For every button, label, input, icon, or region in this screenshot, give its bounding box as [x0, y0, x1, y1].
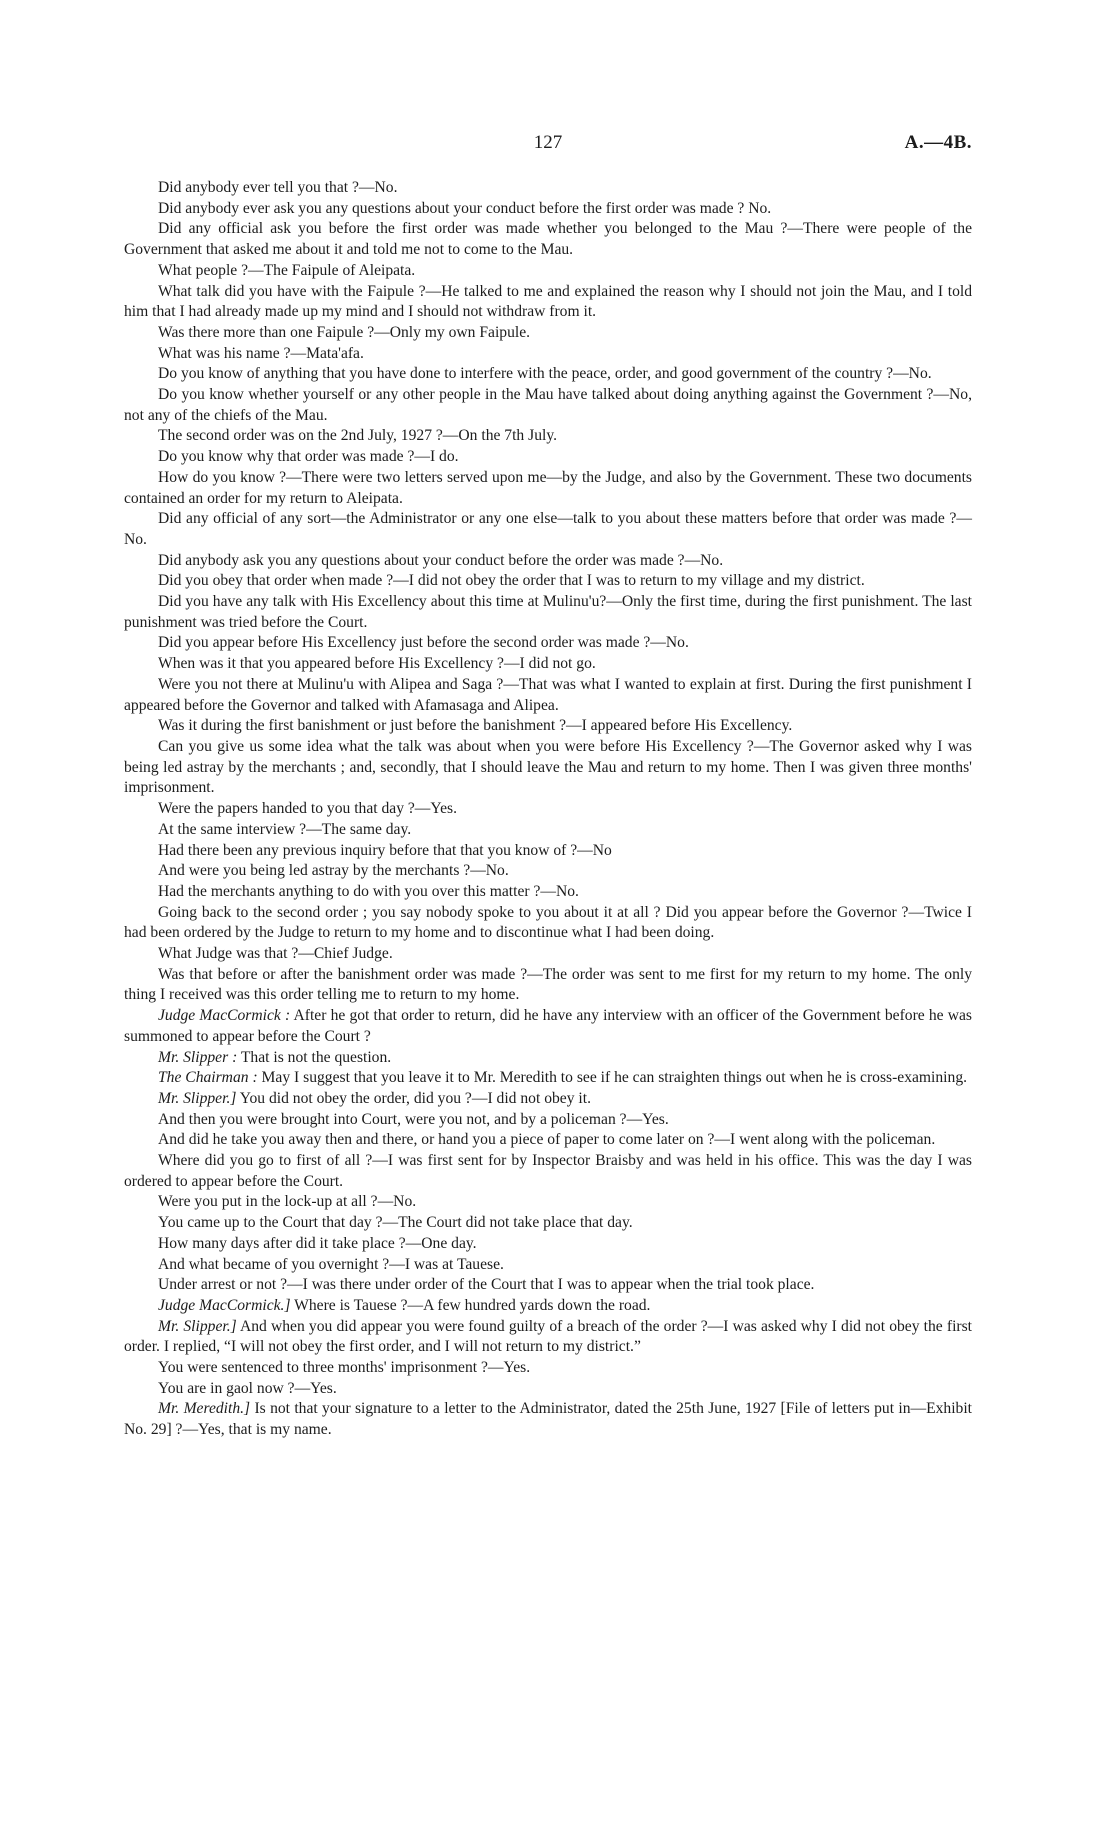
transcript-paragraph	[124, 1068, 972, 1089]
paragraph-text: When was it that you appeared before His Excellency ?—I did not go.	[158, 655, 596, 673]
paragraph-text: Was there more than one Faipule ?—Only my own Faipule.	[158, 323, 531, 341]
transcript-paragraph	[124, 654, 972, 675]
paragraph-text: Were you not there at Mulinu'u with Alipea and Saga ?—That was what I wanted to explain at first. During the first punishment I appeared before the Governor and talked with Afamasaga and Alipea.	[124, 675, 972, 714]
paragraph-text: You are in gaol now ?—Yes.	[158, 1379, 337, 1397]
transcript-paragraph	[124, 344, 972, 365]
speaker-name: Mr. Slipper.]	[158, 1317, 237, 1335]
paragraph-text: Did you appear before His Excellency just before the second order was made ?—No.	[158, 634, 689, 652]
transcript-paragraph	[124, 633, 972, 654]
transcript-paragraph	[124, 1006, 972, 1047]
paragraph-text: Were you put in the lock-up at all ?—No.	[158, 1193, 417, 1211]
transcript-paragraph	[124, 716, 972, 737]
transcript-paragraph	[124, 675, 972, 716]
transcript-paragraph	[124, 1317, 972, 1358]
transcript-paragraph	[124, 468, 972, 509]
paragraph-text: Had the merchants anything to do with you over this matter ?—No.	[158, 882, 579, 900]
page-number: 127	[533, 132, 563, 153]
transcript-paragraph	[124, 1399, 972, 1440]
transcript-paragraph	[124, 737, 972, 799]
transcript-paragraph	[124, 509, 972, 550]
transcript-paragraph	[124, 1255, 972, 1276]
speaker-name: Judge MacCormick :	[158, 1007, 291, 1025]
paragraph-text: Can you give us some idea what the talk was about when you were before His Excellency ?—The Governor asked why I was being led astray by the merchants ; and, secondly, that I should leave the Mau and return to my home. Then I was given three months' imprisonment.	[124, 737, 972, 797]
transcript-paragraph	[124, 323, 972, 344]
paragraph-text: Were the papers handed to you that day ?—Yes.	[158, 800, 457, 818]
paragraph-text: What was his name ?—Mata'afa.	[158, 344, 364, 362]
paragraph-text: Was that before or after the banishment order was made ?—The order was sent to me first for my return to my home. The only thing I received was this order telling me to return to my home.	[124, 965, 972, 1004]
paragraph-text: Did anybody ever ask you any questions about your conduct before the first order was made ? No.	[158, 199, 772, 217]
transcript-paragraph	[124, 1275, 972, 1296]
document-reference: A.—4B.	[904, 132, 972, 153]
paragraph-text: That is not the question.	[240, 1048, 392, 1066]
paragraph-text: And were you being led astray by the merchants ?—No.	[158, 862, 509, 880]
transcript-paragraph	[124, 944, 972, 965]
transcript-paragraph	[124, 1089, 972, 1110]
paragraph-text: And when you did appear you were found guilty of a breach of the order ?—I was asked why I did not obey the first order. I replied, “I will not obey the first order, and I will not return to my district.”	[124, 1317, 972, 1356]
transcript-paragraph	[124, 882, 972, 903]
speaker-name: Mr. Slipper :	[158, 1048, 238, 1066]
paragraph-text: How many days after did it take place ?—One day.	[158, 1234, 477, 1252]
transcript-paragraph	[124, 199, 972, 220]
paragraph-text: What talk did you have with the Faipule ?—He talked to me and explained the reason why I should not join the Mau, and I told him that I had already made up my mind and I should not withdraw from it.	[124, 282, 972, 321]
paragraph-text: Did any official ask you before the first order was made whether you belonged to the Mau ?—There were people of the Government that asked me about it and told me not to come to the Mau.	[124, 220, 972, 259]
speaker-name: Mr. Slipper.]	[158, 1089, 237, 1107]
transcript-paragraph	[124, 426, 972, 447]
transcript-paragraph	[124, 1213, 972, 1234]
transcript-paragraph	[124, 261, 972, 282]
paragraph-text: Did anybody ever tell you that ?—No.	[158, 179, 398, 196]
speaker-name: The Chairman :	[158, 1069, 258, 1087]
transcript-paragraph	[124, 551, 972, 572]
paragraph-text: And what became of you overnight ?—I was at Tauese.	[158, 1255, 504, 1273]
paragraph-text: What people ?—The Faipule of Aleipata.	[158, 261, 416, 279]
transcript-paragraph	[124, 1192, 972, 1213]
transcript-paragraph	[124, 592, 972, 633]
transcript-paragraph	[124, 1110, 972, 1131]
paragraph-text: At the same interview ?—The same day.	[158, 820, 412, 838]
paragraph-text: Was it during the first banishment or just before the banishment ?—I appeared before His Excellency.	[158, 717, 793, 735]
paragraph-text: Going back to the second order ; you say nobody spoke to you about it at all ? Did you appear before the Governor ?—Twice I had been ordered by the Judge to return to my home and to discontinue what I had been doing.	[124, 903, 972, 942]
transcript-paragraph	[124, 1234, 972, 1255]
paragraph-text: The second order was on the 2nd July, 1927 ?—On the 7th July.	[158, 427, 558, 445]
paragraph-text: Do you know of anything that you have done to interfere with the peace, order, and good government of the country ?—No.	[158, 365, 932, 383]
paragraph-text: After he got that order to return, did he have any interview with an officer of the Government before he was summoned to appear before the Court ?	[124, 1007, 972, 1045]
transcript-paragraph	[124, 1130, 972, 1151]
paragraph-text: Did you have any talk with His Excellency about this time at Mulinu'u?—Only the first time, during the first punishment. The last punishment was tried before the Court.	[124, 593, 972, 631]
transcript-paragraph	[124, 364, 972, 385]
transcript-paragraph	[124, 841, 972, 862]
paragraph-text: You came up to the Court that day ?—The Court did not take place that day.	[158, 1214, 633, 1232]
transcript-paragraph	[124, 903, 972, 944]
paragraph-text: Did any official of any sort—the Administrator or any one else—talk to you about these matters before that order was made ?—No.	[124, 510, 972, 548]
paragraph-text: What Judge was that ?—Chief Judge.	[158, 945, 393, 963]
speaker-name: Mr. Meredith.]	[158, 1400, 251, 1418]
transcript-paragraph	[124, 447, 972, 468]
transcript-paragraph	[124, 282, 972, 323]
transcript-paragraph	[124, 965, 972, 1006]
transcript-paragraph	[124, 219, 972, 260]
speaker-name: Judge MacCormick.]	[158, 1296, 291, 1314]
page-header	[124, 132, 972, 162]
transcript-paragraph	[124, 385, 972, 426]
paragraph-text: Do you know why that order was made ?—I do.	[158, 448, 459, 466]
transcript-paragraph	[124, 1358, 972, 1379]
transcript-paragraph	[124, 861, 972, 882]
paragraph-text: Where did you go to first of all ?—I was first sent for by Inspector Braisby and was held in his office. This was the day I was ordered to appear before the Court.	[124, 1152, 972, 1190]
paragraph-text: Under arrest or not ?—I was there under order of the Court that I was to appear when the trial took place.	[158, 1276, 815, 1294]
transcript-paragraph	[124, 1379, 972, 1400]
transcript-paragraph	[124, 178, 972, 199]
paragraph-text: Is not that your signature to a letter to the Administrator, dated the 25th June, 1927 [File of letters put in—Exhibit No. 29] ?—Yes, that is my name.	[124, 1400, 972, 1439]
paragraph-text: You were sentenced to three months' imprisonment ?—Yes.	[158, 1359, 531, 1377]
paragraph-text: Where is Tauese ?—A few hundred yards down the road.	[294, 1296, 651, 1314]
transcript-paragraph	[124, 799, 972, 820]
paragraph-text: And did he take you away then and there, or hand you a piece of paper to come later on ?—I went along with the policeman.	[158, 1131, 936, 1149]
paragraph-text: May I suggest that you leave it to Mr. Meredith to see if he can straighten things out when he is cross-examining.	[261, 1069, 968, 1087]
transcript-paragraph	[124, 1296, 972, 1317]
paragraph-text: And then you were brought into Court, were you not, and by a policeman ?—Yes.	[158, 1110, 669, 1128]
paragraph-text: Had there been any previous inquiry before that that you know of ?—No	[158, 841, 612, 859]
transcript-paragraph	[124, 1048, 972, 1069]
paragraph-text: How do you know ?—There were two letters served upon me—by the Judge, and also by the Government. These two documents contained an order for my return to Aleipata.	[124, 468, 972, 507]
transcript-paragraph	[124, 571, 972, 592]
transcript-paragraph	[124, 820, 972, 841]
paragraph-text: You did not obey the order, did you ?—I did not obey it.	[239, 1089, 591, 1107]
paragraph-text: Did you obey that order when made ?—I did not obey the order that I was to return to my village and my district.	[158, 572, 865, 590]
paragraph-text: Do you know whether yourself or any other people in the Mau have talked about doing anything against the Government ?—No, not any of the chiefs of the Mau.	[124, 386, 972, 424]
paragraph-text: Did anybody ask you any questions about your conduct before the order was made ?—No.	[158, 551, 724, 569]
transcript-paragraph	[124, 1151, 972, 1192]
evidence-transcript	[124, 178, 972, 1441]
